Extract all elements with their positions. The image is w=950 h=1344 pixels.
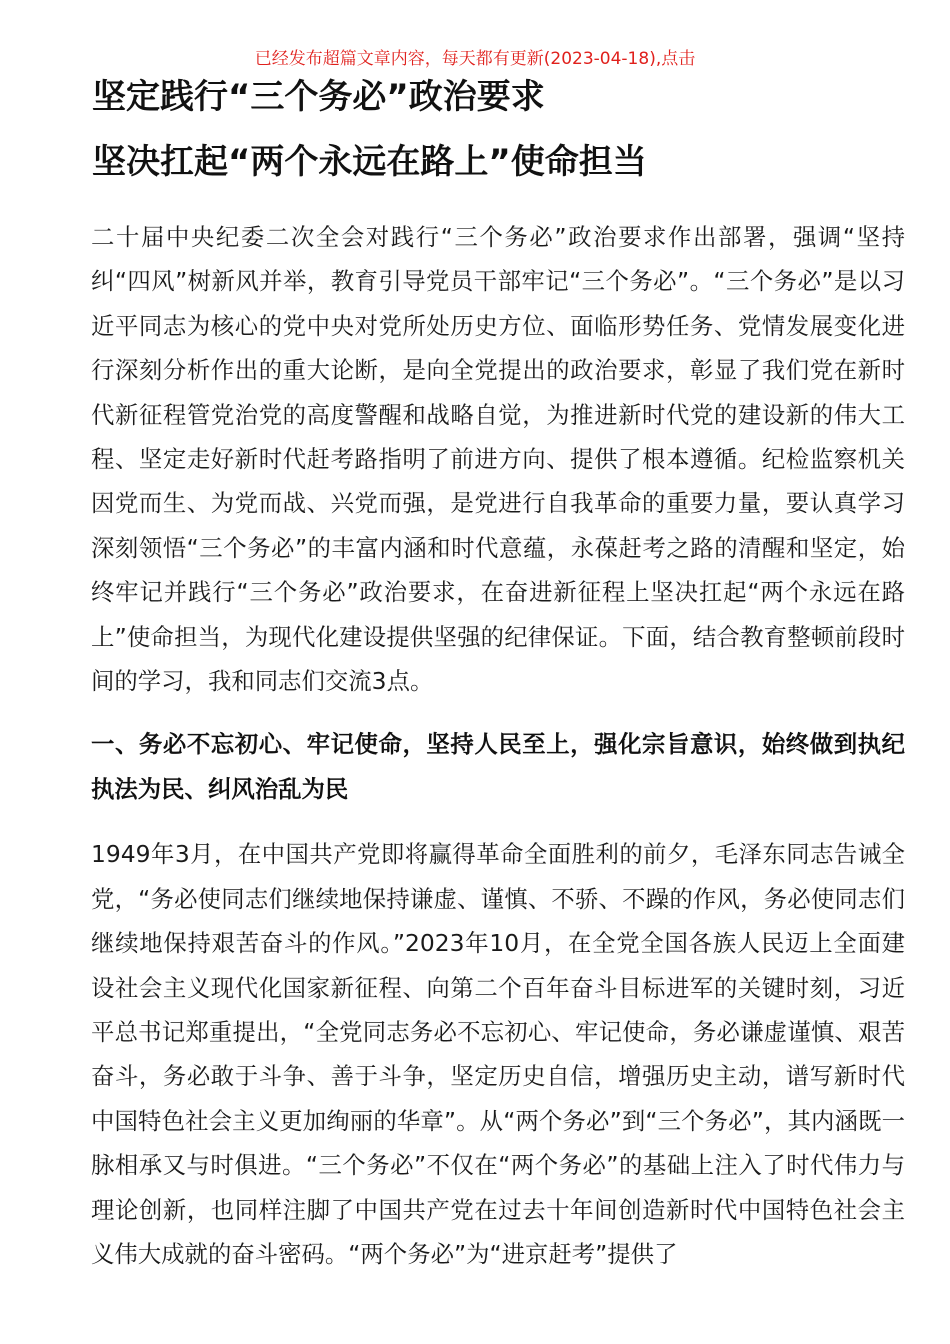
promo-banner[interactable]: 已经发布超篇文章内容，每天都有更新(2023-04-18),点击: [254, 49, 696, 69]
document-body: [91, 215, 905, 1276]
section-1-heading: 一、务必不忘初心、牢记使命，坚持人民至上，强化宗旨意识，始终做到执纪执法为民、纠风治乱为民: [91, 730, 905, 803]
page-title-line-1: 坚定践行“三个务必”政治要求: [92, 77, 545, 117]
section-1-paragraph: 1949年3月，在中国共产党即将赢得革命全面胜利的前夕，毛泽东同志告诫全党，“务必使同志们继续地保持谦虚、谨慎、不骄、不躁的作风，务必使同志们继续地保持艰苦奋斗的作风。”2023年10月，在全党全国各族人民迈上全面建设社会主义现代化国家新征程、向第二个百年奋斗目标进军的关键时刻，习近平总书记郑重提出，“全党同志务必不忘初心、牢记使命，务必谦虚谨慎、艰苦奋斗，务必敢于斗争、善于斗争，坚定历史自信，增强历史主动，谱写新时代中国特色社会主义更加绚丽的华章”。从“两个务必”到“三个务必”，其内涵既一脉相承又与时俱进。“三个务必”不仅在“两个务必”的基础上注入了时代伟力与理论创新，也同样注脚了中国共产党在过去十年间创造新时代中国特色社会主义伟大成就的奋斗密码。“两个务必”为“进京赶考”提供了: [91, 840, 905, 1268]
intro-paragraph: 二十届中央纪委二次全会对践行“三个务必”政治要求作出部署，强调“坚持纠“四风”树新风并举，教育引导党员干部牢记“三个务必”。“三个务必”是以习近平同志为核心的党中央对党所处历史方位、面临形势任务、党情发展变化进行深刻分析作出的重大论断，是向全党提出的政治要求，彰显了我们党在新时代新征程管党治党的高度警醒和战略自觉，为推进新时代党的建设新的伟大工程、坚定走好新时代赶考路指明了前进方向、提供了根本遵循。纪检监察机关因党而生、为党而战、兴党而强，是党进行自我革命的重要力量，要认真学习深刻领悟“三个务必”的丰富内涵和时代意蕴，永葆赶考之路的清醒和坚定，始终牢记并践行“三个务必”政治要求，在奋进新征程上坚决扛起“两个永远在路上”使命担当，为现代化建设提供坚强的纪律保证。下面，结合教育整顿前段时间的学习，我和同志们交流3点。: [91, 223, 905, 696]
page-title-line-2: 坚决扛起“两个永远在路上”使命担当: [92, 142, 647, 182]
